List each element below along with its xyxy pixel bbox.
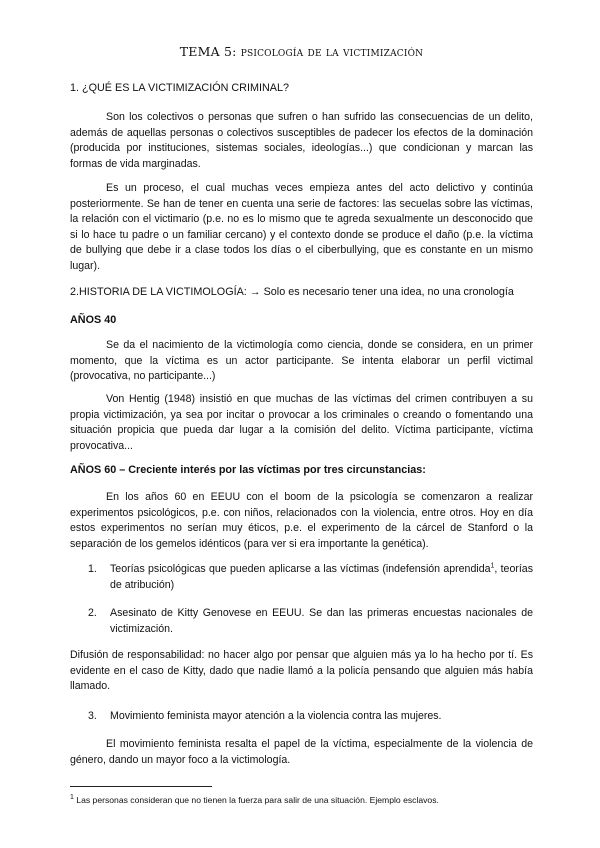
list-item [88,606,533,637]
list-item [88,562,533,593]
footnote-mark: 1 [70,794,74,802]
footnote-reference[interactable]: 1 [490,562,495,570]
anios-60-heading: AÑOS 60 – Creciente interés por las víctimas por tres circunstancias: [70,464,426,476]
section-1-heading: 1. ¿QUÉ ES LA VICTIMIZACIÓN CRIMINAL? [70,82,289,94]
footnote-text: Las personas consideran que no tienen la fuerza para salir de una situación. Ejemplo esclavos. [76,795,439,805]
list-item [88,709,533,725]
section-1-paragraph-1: Son los colectivos o personas que sufren o han sufrido las consecuencias de un delito, además de aquellas personas o colectivos susceptibles de padecer los efectos de la dominación (producida por instituciones, sistemas sociales, ideologías...) que condicionan y marcan las formas de vida marginadas. [70,111,533,170]
feminista-paragraph: El movimiento feminista resalta el papel de la víctima, especialmente de la violencia de género, dando un mayor foco a la victimología. [70,738,533,766]
section-2-heading: 2.HISTORIA DE LA VICTIMOLOGÍA: → Solo es necesario tener una idea, no una cronología [70,286,514,298]
section-1-paragraph-2: Es un proceso, el cual muchas veces empieza antes del acto delictivo y continúa posteriormente. Se han de tener en cuenta una serie de factores: las secuelas sobre las víctimas, la relación con el victimario (p.e. no es lo mismo que te agreda sexualmente un desconocido que si lo hace tu padre o un familiar cercano) y el contexto donde se produce el daño (p.e. la víctima de bullying que debe ir a clase todos los días o el ciberbullying, que es constante en un mismo lugar). [70,182,533,272]
list-item-number: 1. [88,563,97,575]
list-item-number: 2. [88,607,97,619]
anios-60-paragraph-1: En los años 60 en EEUU con el boom de la psicología se comenzaron a realizar experimentos psicológicos, p.e. con niños, relacionados con la violencia, entre otros. Hoy en día estos experimentos no serían muy éticos, p.e. el experimento de la cárcel de Stanford o la separación de los gemelos idénticos (para ver si era importante la genética). [70,491,533,550]
anios-40-paragraph-2: Von Hentig (1948) insistió en que muchas de las víctimas del crimen contribuyen a su propia victimización, ya sea por incitar o provocar a los criminales o creando o fomentando una situación propicia que pueda dar lugar a la comisión del delito. Víctima participante, víctima provocativa... [70,393,533,452]
list-item-number: 3. [88,710,97,722]
list-item-text: Asesinato de Kitty Genovese en EEUU. Se dan las primeras encuestas nacionales de victimización. [110,607,533,635]
footnote-divider [70,786,212,787]
anios-40-paragraph-1: Se da el nacimiento de la victimología como ciencia, donde se considera, en un primer momento, que la víctima es un actor participante. Se intenta elaborar un perfil victimal (provocativa, no participante...) [70,339,533,382]
anios-40-heading: AÑOS 40 [70,314,117,326]
list-item-text: Movimiento feminista mayor atención a la violencia contra las mujeres. [110,710,442,722]
document-title: TEMA 5: psicología de la victimización [179,44,424,59]
footnote [70,794,540,806]
list-item-text: Teorías psicológicas que pueden aplicarse a las víctimas (indefensión aprendida$^1$, teorías de atribución) [110,562,533,591]
difusion-paragraph: Difusión de responsabilidad: no hacer algo por pensar que alguien más ya lo ha hecho por tí. Es evidente en el caso de Kitty, dado que nadie llamó a la policía pensando que alguien más había llamado. [70,649,533,692]
